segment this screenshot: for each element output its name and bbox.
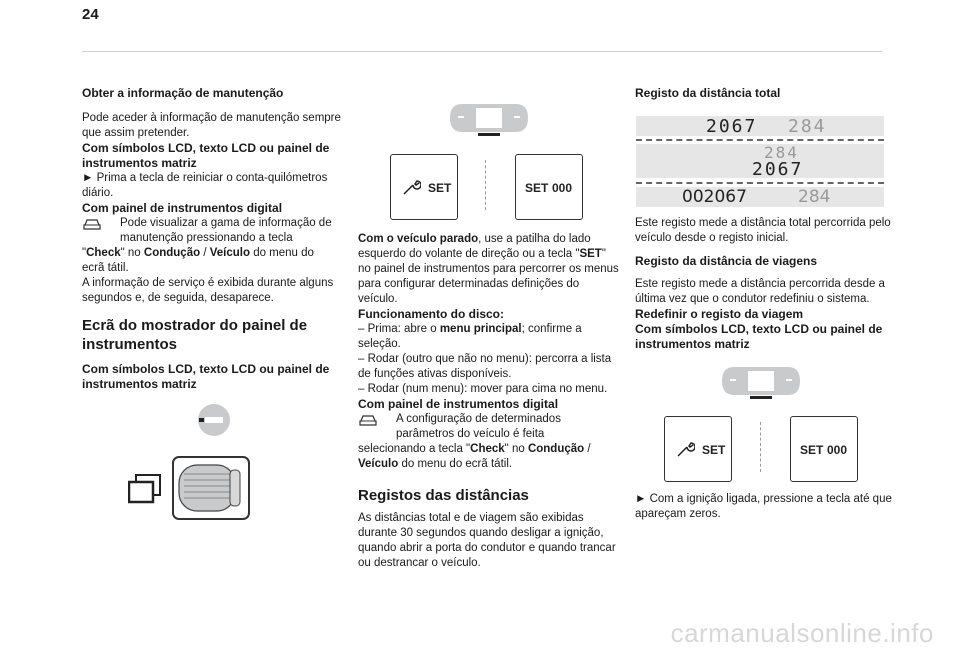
column-3-bottom <box>635 492 893 522</box>
lcd3-total: 002067 <box>682 187 747 207</box>
column-3-top <box>635 86 893 101</box>
lcd3-trip: 284 <box>798 187 831 207</box>
car-icon <box>358 413 378 427</box>
digital-note-line4: Veículo do menu do ecrã tátil. <box>358 458 513 470</box>
column-3 <box>635 216 895 352</box>
instrument-cluster-icon <box>720 365 802 401</box>
display-heading: Ecrã do mostrador do painel de instrumentos <box>82 317 308 353</box>
column-2 <box>358 232 620 571</box>
lcd-subheading: Com símbolos LCD, texto LCD ou painel de instrumentos matriz <box>635 322 883 351</box>
display-subheading: Com símbolos LCD, texto LCD ou painel de instrumentos matriz <box>82 362 330 391</box>
disc-item-press: – Prima: abre o menu principal; confirme a seleção. <box>358 323 582 350</box>
maintenance-heading: Obter a informação de manutenção <box>82 86 284 100</box>
set-000-key <box>515 154 583 220</box>
separator <box>485 160 486 210</box>
vehicle-stopped-text: Com o veículo parado, use a patilha do lado esquerdo do volante de direção ou a tecla "SET" no painel de instrumentos para percorrer os menus para configurar determinadas definições do veículo. <box>358 233 619 305</box>
column-1 <box>82 86 344 392</box>
wrench-icon <box>401 179 421 197</box>
watermark: carmanualsonline.info <box>670 618 934 648</box>
trip-distance-text: Este registo mede a distância percorrida desde a última vez que o condutor redefiniu o sistema. <box>635 278 885 305</box>
service-info-text: A informação de serviço é exibida durante alguns segundos e, de seguida, desaparece. <box>82 277 334 304</box>
header-rule <box>82 51 882 52</box>
disc-item-rotate-menu: – Rodar (num menu): mover para cima no menu. <box>358 383 608 395</box>
page-number: 24 <box>82 6 99 23</box>
lcd1-total: 2067 <box>706 116 758 137</box>
trip-distance-heading: Registo da distância de viagens <box>635 254 818 268</box>
odometer-displays <box>636 116 884 206</box>
total-distance-heading: Registo da distância total <box>635 86 781 100</box>
digital-subheading: Com painel de instrumentos digital <box>358 397 559 411</box>
set-000-key <box>790 416 858 482</box>
set-label: SET <box>800 443 824 457</box>
digital-note-line4: ecrã tátil. <box>82 262 129 274</box>
total-distance-text: Este registo mede a distância total percorrida pelo veículo desde o registo inicial. <box>635 217 891 244</box>
maintenance-intro: Pode aceder à informação de manutenção sempre que assim pretender. <box>82 112 341 139</box>
digital-subheading: Com painel de instrumentos digital <box>82 201 283 215</box>
steering-wheel-icon <box>196 402 232 438</box>
lcd1-trip: 284 <box>788 116 827 137</box>
lcd-subheading: Com símbolos LCD, texto LCD ou painel de instrumentos matriz <box>82 141 330 170</box>
distances-text: As distâncias total e de viagem são exibidas durante 30 segundos quando desligar a ignição, quando abrir a porta do condutor e quando trancar ou destrancar o veículo. <box>358 512 616 569</box>
digital-note <box>358 412 620 442</box>
reset-step: ► Prima a tecla de reiniciar o conta-quilómetros diário. <box>82 172 328 199</box>
digital-note <box>82 216 344 246</box>
disc-subheading: Funcionamento do disco: <box>358 307 504 321</box>
digital-note-line1: Pode visualizar a gama de informação de <box>120 217 332 229</box>
digital-note-line2: parâmetros do veículo é feita <box>396 428 545 440</box>
car-icon <box>82 217 102 231</box>
disc-item-rotate: – Rodar (outro que não no menu): percorra a lista de funções ativas disponíveis. <box>358 353 612 380</box>
lcd2-trip: 284 <box>764 143 799 162</box>
zero-label: 000 <box>552 181 573 195</box>
reset-instruction: ► Com a ignição ligada, pressione a tecla até que apareçam zeros. <box>635 493 892 520</box>
instrument-cluster-icon <box>448 102 530 138</box>
reset-trip-subheading: Redefinir o registo da viagem <box>635 307 804 321</box>
set-label: SET <box>702 443 726 457</box>
trip-reset-knob-icon <box>172 456 250 520</box>
zero-label: 000 <box>827 443 848 457</box>
wrench-icon <box>675 441 695 459</box>
set-key-wrench <box>390 154 458 220</box>
separator <box>760 422 761 472</box>
set-key-wrench <box>664 416 732 482</box>
digital-note-line1: A configuração de determinados <box>396 413 561 425</box>
lcd2-total: 2067 <box>752 159 804 180</box>
digital-note-line3: "Check" no Condução / Veículo do menu do <box>82 247 314 259</box>
digital-note-line2: manutenção pressionando a tecla <box>120 232 293 244</box>
set-label: SET <box>428 181 452 195</box>
set-label: SET <box>525 181 549 195</box>
screen-stack-icon <box>128 474 162 504</box>
digital-note-line3: selecionando a tecla "Check" no Condução / <box>358 443 591 455</box>
distances-heading: Registos das distâncias <box>358 487 529 504</box>
